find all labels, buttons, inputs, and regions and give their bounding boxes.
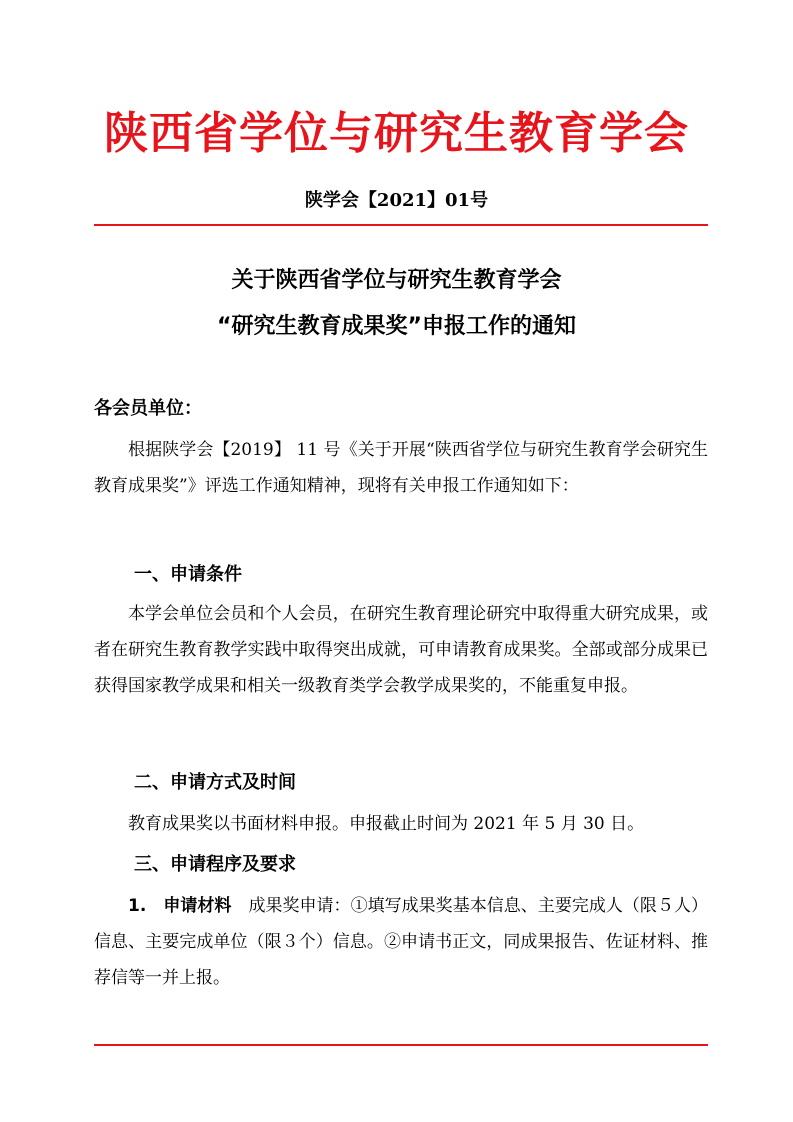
document-number: 陕学会【2021】01号 xyxy=(304,190,489,211)
header-divider xyxy=(94,224,708,226)
section-heading-procedure: 三、申请程序及要求 xyxy=(134,854,296,875)
item-body-materials: 成果奖申请：①填写成果奖基本信息、主要完成人（限５人）信息、主要完成单位（限３个）信息。②申请书正文，同成果报告、佐证材料、推荐信等一并上报。 xyxy=(94,896,708,988)
section-body-method-and-time: 教育成果奖以书面材料申报。申报截止时间为 2021 年 5 月 30 日。 xyxy=(128,814,645,834)
intro-paragraph: 根据陕学会【2019】 11 号《关于开展“陕西省学位与研究生教育学会研究生教育成果奖”》评选工作通知精神，现将有关申报工作通知如下： xyxy=(94,440,708,496)
section-item-materials xyxy=(94,888,708,996)
notice-title-line-2: “研究生教育成果奖”申报工作的通知 xyxy=(217,314,576,339)
footer-divider xyxy=(94,1044,708,1046)
item-label-materials: 1. 申请材料 xyxy=(128,896,232,916)
organization-masthead: 陕西省学位与研究生教育学会 xyxy=(104,108,689,159)
section-heading-conditions: 一、申请条件 xyxy=(134,564,242,585)
section-body-conditions: 本学会单位会员和个人会员，在研究生教育理论研究中取得重大研究成果，或者在研究生教育教学实践中取得突出成就，可申请教育成果奖。全部或部分成果已获得国家教学成果和相关一级教育类学会教学成果奖的，不能重复申报。 xyxy=(94,604,708,696)
notice-title-line-1: 关于陕西省学位与研究生教育学会 xyxy=(231,268,562,293)
salutation: 各会员单位： xyxy=(94,398,202,419)
section-heading-method-and-time: 二、申请方式及时间 xyxy=(134,772,296,793)
